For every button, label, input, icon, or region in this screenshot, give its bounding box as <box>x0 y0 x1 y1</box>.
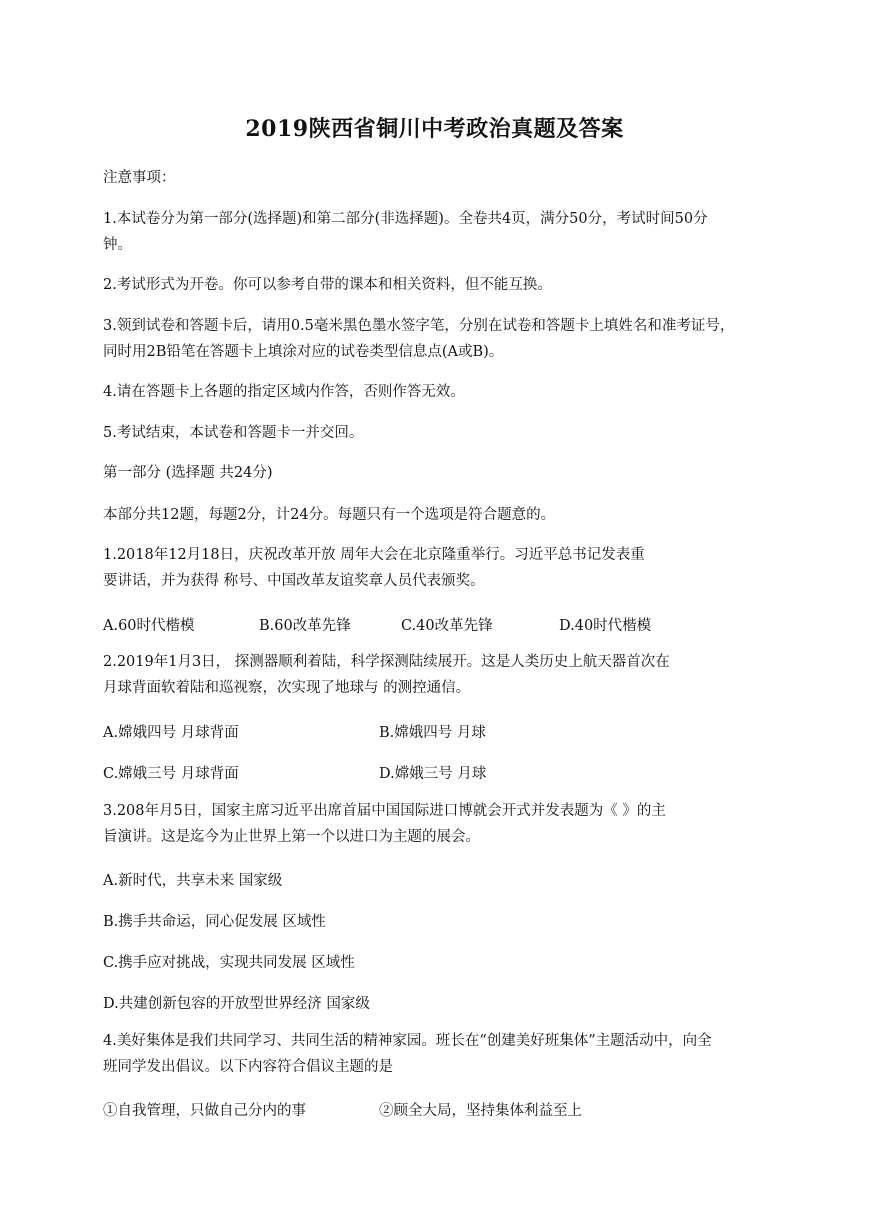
part1-instruction: 本部分共12题，每题2分，计24分。每题只有一个选项是符合题意的。 <box>103 507 556 523</box>
question-2-option-c: C.嫦娥三号 月球背面 <box>103 766 239 782</box>
question-2-line-2: 月球背面软着陆和巡视察，次实现了地球与 的测控通信。 <box>103 680 471 696</box>
question-4-statement-2: ②顾全大局，坚持集体利益至上 <box>379 1103 582 1119</box>
question-4-statement-1: ①自我管理，只做自己分内的事 <box>103 1103 306 1119</box>
question-1-option-d: D.40时代楷模 <box>559 618 652 634</box>
question-1-option-a: A.60时代楷模 <box>103 618 195 634</box>
notice-1-line-1: 1.本试卷分为第一部分(选择题)和第二部分(非选择题)。全卷共4页，满分50分，考试时间50分 <box>103 211 708 227</box>
notice-3-line-2: 同时用2B铅笔在答题卡上填涂对应的试卷类型信息点(A或B)。 <box>103 344 504 360</box>
question-2-line-1: 2.2019年1月3日， 探测器顺利着陆，科学探测陆续展开。这是人类历史上航天器首次在 <box>103 654 670 670</box>
question-4-line-1: 4.美好集体是我们共同学习、共同生活的精神家园。班长在“创建美好班集体”主题活动中，向全 <box>103 1033 712 1049</box>
question-3-option-d: D.共建创新包容的开放型世界经济 国家级 <box>103 996 370 1012</box>
question-3-line-1: 3.208年月5日，国家主席习近平出席首届中国国际进口博就会开式并发表题为《 》的主 <box>103 803 666 819</box>
question-3-option-c: C.携手应对挑战，实现共同发展 区域性 <box>103 955 355 971</box>
question-3-line-2: 旨演讲。这是迄今为止世界上第一个以进口为主题的展会。 <box>103 829 480 845</box>
notice-heading: 注意事项： <box>103 170 176 186</box>
question-1-line-2: 要讲话，并为获得 称号、中国改革友谊奖章人员代表颁奖。 <box>103 573 485 589</box>
question-3-option-a: A.新时代，共享未来 国家级 <box>103 873 283 889</box>
question-1-option-c: C.40改革先锋 <box>401 618 493 634</box>
notice-2: 2.考试形式为开卷。你可以参考自带的课本和相关资料，但不能互换。 <box>103 277 552 293</box>
question-2-option-d: D.嫦娥三号 月球 <box>379 766 487 782</box>
question-1-option-b: B.60改革先锋 <box>259 618 351 634</box>
notice-4: 4.请在答题卡上各题的指定区域内作答，否则作答无效。 <box>103 384 465 400</box>
question-2-option-a: A.嫦娥四号 月球背面 <box>103 725 239 741</box>
document-title: 2019陕西省铜川中考政治真题及答案 <box>245 116 624 142</box>
question-2-option-b: B.嫦娥四号 月球 <box>379 725 486 741</box>
notice-3-line-1: 3.领到试卷和答题卡后，请用0.5毫米黑色墨水签字笔，分别在试卷和答题卡上填姓名和准考证号， <box>103 318 735 334</box>
notice-1-line-2: 钟。 <box>103 237 132 253</box>
part1-heading: 第一部分 (选择题 共24分) <box>103 465 273 481</box>
notice-5: 5.考试结束，本试卷和答题卡一并交回。 <box>103 425 364 441</box>
question-1-line-1: 1.2018年12月18日，庆祝改革开放 周年大会在北京隆重举行。习近平总书记发表重 <box>103 547 645 563</box>
question-4-line-2: 班同学发出倡议。以下内容符合倡议主题的是 <box>103 1059 393 1075</box>
question-3-option-b: B.携手共命运，同心促发展 区域性 <box>103 914 326 930</box>
